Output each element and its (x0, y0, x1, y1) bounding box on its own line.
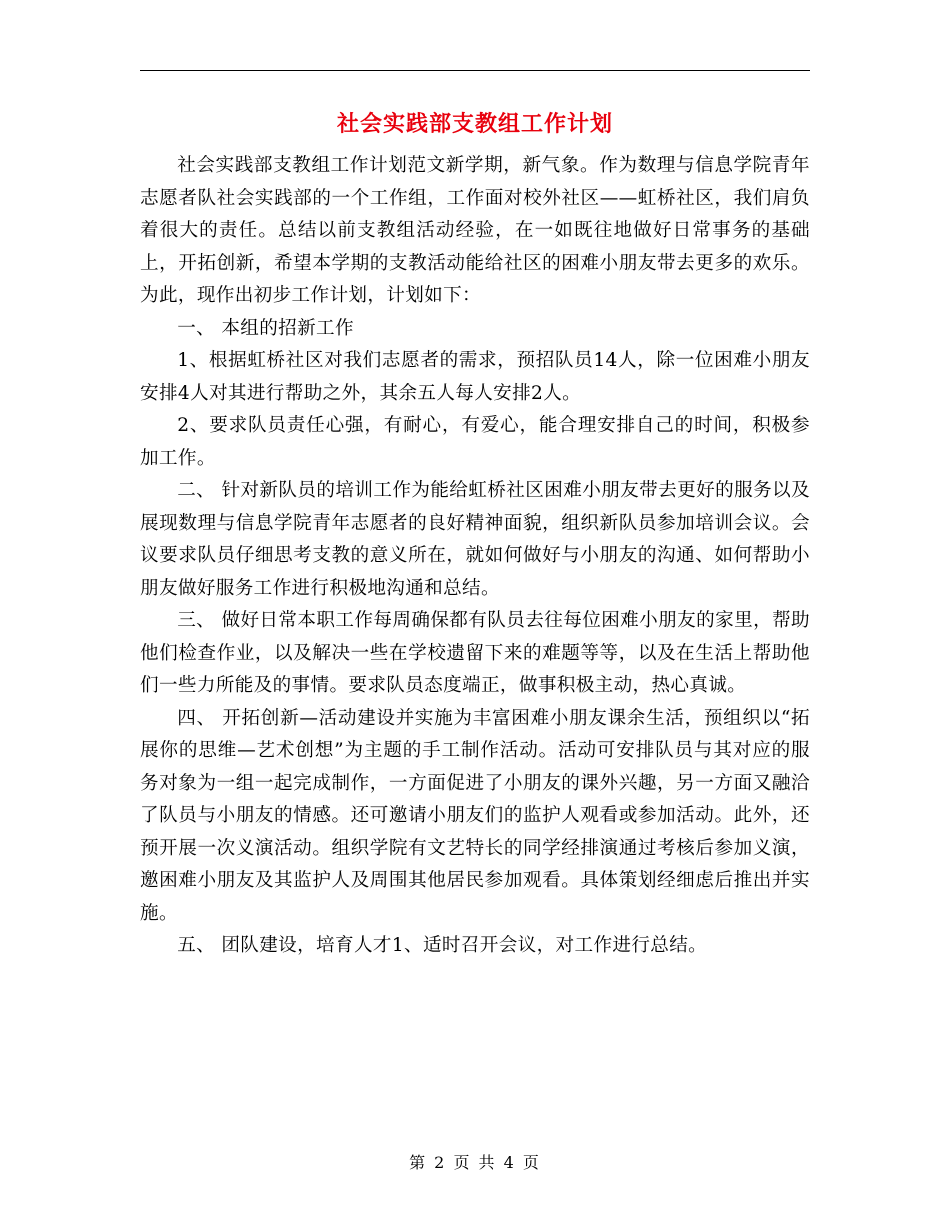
page-number: 第 2 页 共 4 页 (409, 1153, 541, 1172)
section-daily-work: 三、 做好日常本职工作每周确保都有队员去往每位困难小朋友的家里，帮助他们检查作业，以及解决一些在学校遗留下来的难题等等，以及在生活上帮助他们一些力所能及的事情。要求队员态度端正，做事积极主动，热心真诚。 (140, 610, 810, 696)
header-rule (140, 70, 810, 71)
document-title: 社会实践部支教组工作计划 (336, 111, 613, 137)
recruitment-item-1: 1、根据虹桥社区对我们志愿者的需求，预招队员14人，除一位困难小朋友安排4人对其进行帮助之外，其余五人每人安排2人。 (140, 350, 810, 404)
document-body (140, 150, 810, 963)
section-innovation: 四、 开拓创新—活动建设并实施为丰富困难小朋友课余生活，预组织以“拓展你的思维—艺术创想”为主题的手工制作活动。活动可安排队员与其对应的服务对象为一组一起完成制作，一方面促进了小朋友的课外兴趣，另一方面又融洽了队员与小朋友的情感。还可邀请小朋友们的监护人观看或参加活动。此外，还预开展一次义演活动。组织学院有文艺特长的同学经排演通过考核后参加义演，邀困难小朋友及其监护人及周围其他居民参加观看。具体策划经细虑后推出并实施。 (140, 707, 810, 924)
intro-paragraph: 社会实践部支教组工作计划范文新学期，新气象。作为数理与信息学院青年志愿者队社会实践部的一个工作组，工作面对校外社区——虹桥社区，我们肩负着很大的责任。总结以前支教组活动经验，在一如既往地做好日常事务的基础上，开拓创新，希望本学期的支教活动能给社区的困难小朋友带去更多的欢乐。为此，现作出初步工作计划，计划如下： (140, 155, 810, 306)
recruitment-item-2: 2、要求队员责任心强，有耐心，有爱心，能合理安排自己的时间，积极参加工作。 (140, 415, 810, 469)
section-training: 二、 针对新队员的培训工作为能给虹桥社区困难小朋友带去更好的服务以及展现数理与信息学院青年志愿者的良好精神面貌，组织新队员参加培训会议。会议要求队员仔细思考支教的意义所在，就如何做好与小朋友的沟通、如何帮助小朋友做好服务工作进行积极地沟通和总结。 (140, 480, 810, 599)
section-team-building: 五、 团队建设，培育人才1、适时召开会议，对工作进行总结。 (177, 935, 708, 956)
section-heading-recruitment: 一、 本组的招新工作 (177, 317, 354, 339)
